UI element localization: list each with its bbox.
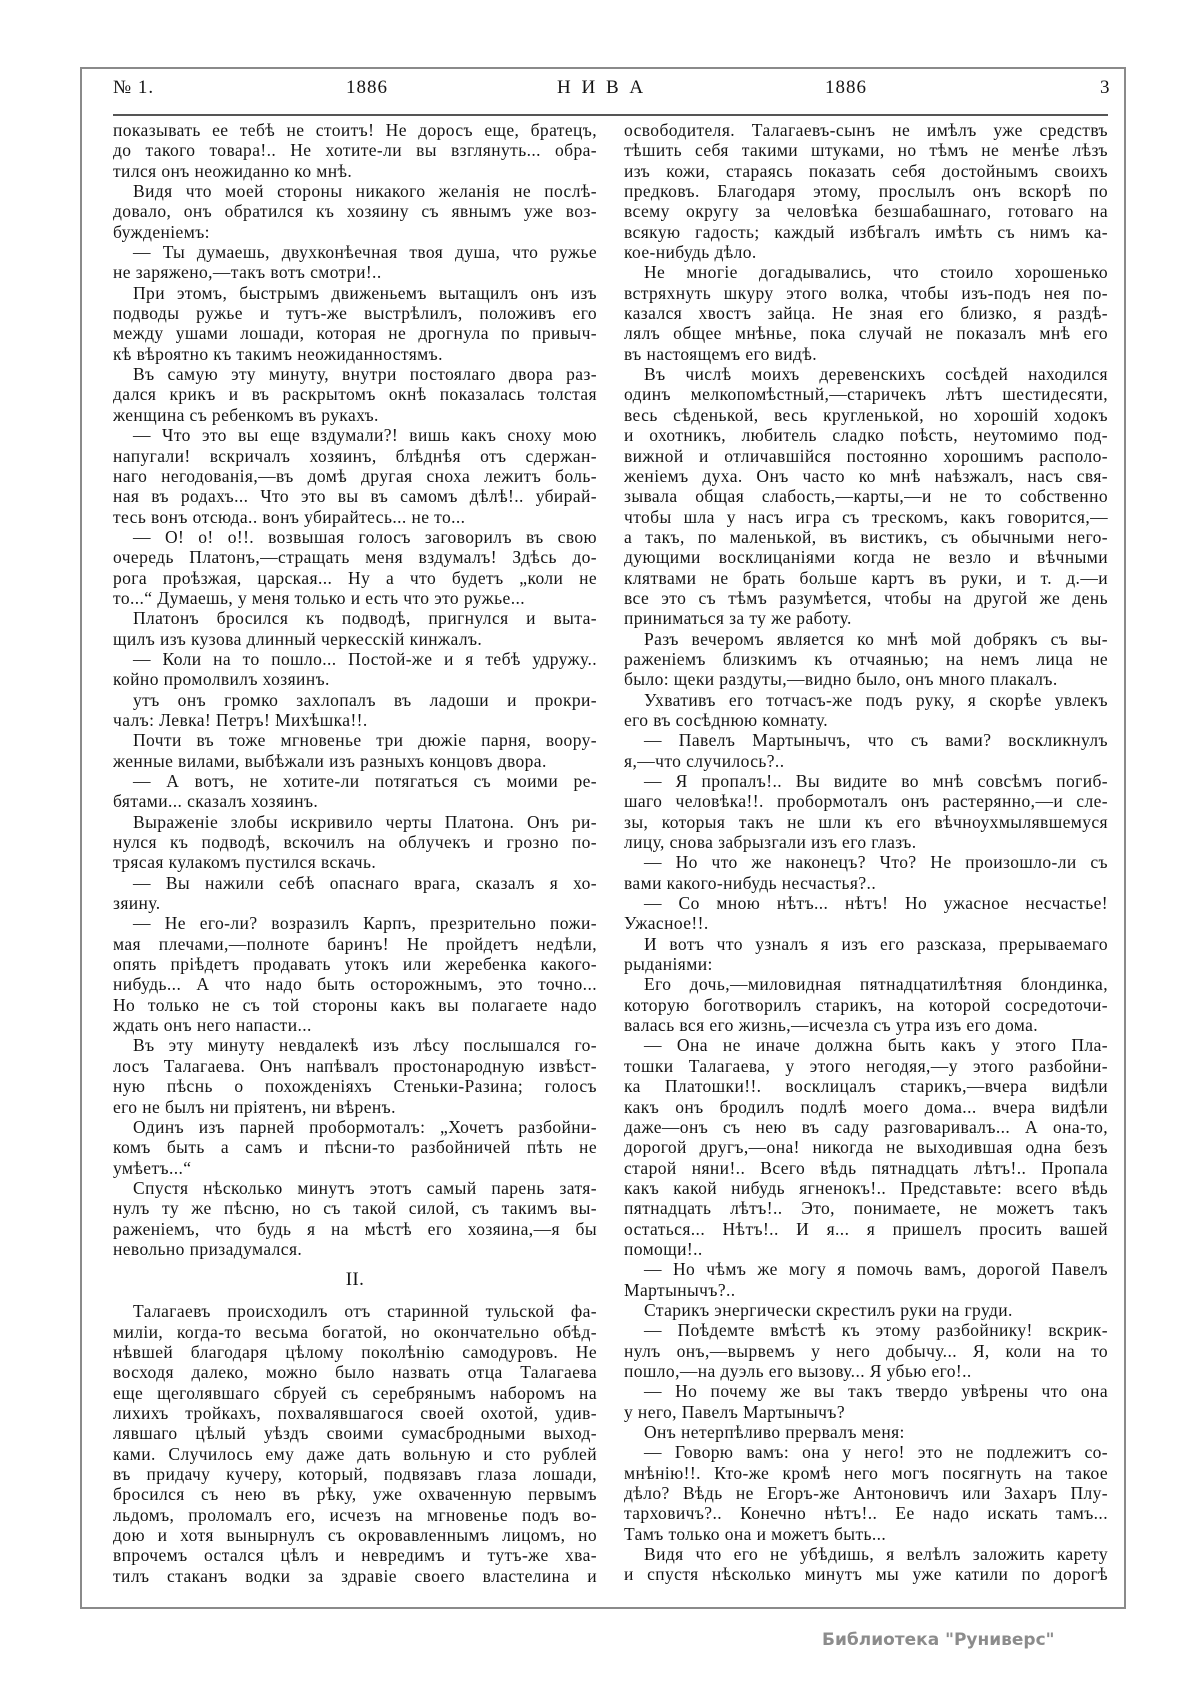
paragraph: [624, 852, 1108, 893]
paragraph: [624, 120, 1108, 262]
text-line: — Я пропалъ!.. Вы видите во мнѣ совсѣмъ погиб-: [644, 771, 1108, 791]
text-line: Въ самую эту минуту, внутри постоялаго двора раз-: [133, 364, 597, 385]
text-line: а такъ, по маленькой, въ вистикъ, съ обычными него-: [624, 526, 1108, 547]
text-line: вами какого-нибудь несчастья?..: [624, 872, 877, 893]
text-line: ка Платошки!!. восклицалъ старикъ,—вчера видѣли: [624, 1076, 1108, 1097]
text-line: комъ быть а самъ и пѣсни-то разбойничей пѣть не: [113, 1137, 597, 1158]
text-line: лявшаго цѣлый уѣздъ своими сумасбродными выход-: [113, 1423, 597, 1444]
text-line: лосъ Талагаева. Онъ напѣвалъ простонародную извѣст-: [113, 1055, 597, 1076]
year-left: 1886: [346, 77, 388, 98]
paragraph: [113, 181, 597, 242]
paragraph: [113, 730, 597, 771]
text-line: предковъ. Благодаря этому, прослылъ онъ вскорѣ по: [624, 181, 1108, 202]
text-line: все это съ тѣмъ разумѣется, чтобы на другой же день: [624, 587, 1108, 608]
paragraph: [113, 283, 597, 364]
text-line: его въ сосѣднюю комнату.: [624, 709, 829, 730]
text-line: Разъ вечеромъ является ко мнѣ мой добрякъ съ вы-: [644, 628, 1108, 649]
text-line: дою и хотя вынырнулъ съ окровавленнымъ лицомъ, но: [113, 1525, 597, 1546]
text-line: приниматься за ту же работу.: [624, 608, 852, 629]
text-line: тарховичъ?.. Конечно нѣтъ!.. Ее надо искать тамъ...: [624, 1503, 1108, 1524]
text-line: не заряжено,—такъ вотъ смотри!..: [113, 262, 382, 283]
paragraph: [113, 1178, 597, 1259]
text-line: кѣ вѣроятно къ такимъ неожиданностямъ.: [113, 343, 443, 364]
text-line: его не былъ ни пріятенъ, ни вѣренъ.: [113, 1096, 396, 1117]
text-line: тѣшить себя такими штуками, но тѣмъ не менѣе лѣзъ: [624, 140, 1108, 161]
text-line: казался хвостъ зайца. Не зная его близко, я раздѣ-: [624, 303, 1108, 324]
text-line: — Вы нажили себѣ опаснаго врага, сказалъ я хо-: [133, 872, 597, 893]
text-line: зяину.: [113, 893, 161, 914]
text-line: нибудь... А что надо быть осторожнымъ, это точно...: [113, 974, 597, 995]
text-line: — Поѣдемте вмѣстѣ къ этому разбойнику! вскрик-: [644, 1320, 1108, 1341]
text-line: пошло,—на дуэль его вызову... Я убью его!..: [624, 1360, 972, 1381]
section-heading: II.: [345, 1269, 365, 1291]
paragraph: [113, 1035, 597, 1116]
text-line: раженіемъ, что будь я на мѣстѣ его хозяина,—я бы: [113, 1218, 597, 1239]
text-line: наго негодованія,—въ домѣ другая сноха лежитъ боль-: [113, 465, 597, 486]
paragraph: [624, 364, 1108, 628]
text-line: Талагаевъ происходилъ отъ старинной тульской фа-: [133, 1301, 597, 1322]
text-line: — Она не иначе должна быть какъ у этого Пла-: [644, 1035, 1108, 1056]
text-line: щилъ изъ кузова длинный черкесскій кинжалъ.: [113, 628, 483, 649]
text-line: И вотъ что узналъ я изъ его разсказа, прерываемаго: [644, 933, 1108, 954]
text-line: остаться... Нѣтъ!.. И я... я пришелъ просить вашей: [624, 1218, 1108, 1239]
text-line: Почти въ тоже мгновенье три дюжіе парня, воору-: [133, 730, 597, 751]
text-line: напугали! вскричалъ хозяинъ, блѣднѣя отъ сдержан-: [113, 445, 597, 466]
text-line: до такого товара!.. Не хотите-ли вы взглянуть... обра-: [113, 140, 597, 161]
text-line: — Не его-ли? возразилъ Карпъ, презрительно пожи-: [133, 913, 597, 934]
text-line: чтобы шла у насъ игра съ трескомъ, какъ говорится,—: [624, 506, 1108, 527]
text-line: рога проѣзжая, царская... Ну а что будетъ „коли не: [113, 567, 597, 588]
text-line: всякую гадость; каждый избѣгалъ имѣть съ нимъ ка-: [624, 221, 1108, 242]
text-line: валась вся его жизнь,—исчезла съ утра изъ его дома.: [624, 1015, 1039, 1036]
text-line: Его дочь,—миловидная пятнадцатилѣтняя блондинка,: [644, 974, 1108, 995]
paragraph: [624, 1320, 1108, 1381]
text-line: льдомъ, проломалъ его, исчезъ на мгновенье подъ во-: [113, 1504, 597, 1525]
text-line: чалъ: Левка! Петръ! Михѣшка!!.: [113, 709, 368, 730]
text-line: встряхнуть шкуру этого волка, чтобы изъ-подъ нея по-: [624, 282, 1108, 303]
text-line: ную пѣснь о похожденіяхъ Стеньки-Разина; голосъ: [113, 1076, 597, 1097]
text-line: и охотникъ, любитель сладко поѣсть, неутомимо под-: [624, 425, 1108, 446]
text-line: тилъ стаканъ водки за здравіе своего властелина и: [113, 1565, 597, 1586]
text-line: какъ онъ бродилъ подлѣ моего дома... вчера видѣли: [624, 1096, 1108, 1117]
text-line: миліи, когда-то весьма богатой, но окончательно обѣд-: [113, 1321, 597, 1342]
text-line: старой няни!.. Всего вѣдь пятнадцать лѣтъ!.. Пропала: [624, 1157, 1108, 1178]
text-line: между ушами лошади, которая не дрогнула по привыч-: [113, 323, 597, 344]
library-watermark: Библиотека "Руниверс": [822, 1630, 1055, 1650]
text-line: нѣвшей благодаря цѣлому поколѣнію самодуровъ. Не: [113, 1341, 597, 1362]
text-line: тесь вонъ отсюда.. вонъ убирайтесь... не то...: [113, 506, 466, 527]
text-line: дѣло? Вѣдь не Егоръ-же Антоновичъ или Захаръ Плу-: [624, 1483, 1108, 1504]
paragraph: [113, 771, 597, 812]
text-line: Видя что его не убѣдишь, я велѣлъ заложить карету: [644, 1544, 1108, 1565]
paragraph: [113, 425, 597, 527]
text-line: тошки Талагаева, у этого негодяя,—у этого разбойни-: [624, 1055, 1108, 1076]
text-line: впрочемъ остался цѣлъ и невредимъ и тутъ-же хва-: [113, 1545, 597, 1566]
text-line: подводы ружье и тутъ-же выстрѣлилъ, положивъ его: [113, 303, 597, 324]
paragraph: [624, 934, 1108, 975]
text-line: — Со мною нѣтъ... нѣтъ! Но ужасное несчастье!: [644, 893, 1108, 914]
text-line: которую боготворилъ старикъ, на которой сосредоточи-: [624, 994, 1108, 1015]
text-line: — Но что же наконецъ? Что? Не произошло-ли съ: [644, 852, 1108, 873]
text-line: Не многіе догадывались, что стоило хорошенько: [644, 262, 1108, 283]
text-line: весь сѣденькой, весь кругленькой, но хорошій ходокъ: [624, 404, 1108, 425]
text-column-left: [113, 120, 597, 1586]
text-line: койно промолвилъ хозяинъ.: [113, 669, 330, 690]
text-line: — Но почему же вы такъ твердо увѣрены что она: [644, 1381, 1108, 1402]
text-line: нулъ онъ,—вырвемъ у него добычу... Я, коли на то: [624, 1340, 1108, 1361]
text-line: — О! о! о!!. возвышая голосъ заговорилъ въ свою: [133, 526, 597, 547]
text-line: въ придачу кучеру, который, подвязавъ глаза лошади,: [113, 1464, 597, 1484]
text-line: ждать онъ него напасти...: [113, 1015, 312, 1036]
issue-number: № 1.: [113, 77, 155, 98]
paragraph: [624, 771, 1108, 852]
paragraph: [624, 1381, 1108, 1422]
text-line: я,—что случилось?..: [624, 750, 785, 771]
paragraph: [624, 1035, 1108, 1259]
text-line: Ужасное!!.: [624, 913, 709, 934]
paragraph: [113, 364, 597, 425]
text-line: дорогой другъ,—она! никогда не выходившая одна безъ: [624, 1137, 1108, 1158]
year-right: 1886: [825, 77, 867, 98]
paragraph: [113, 527, 597, 608]
text-line: очередь Платонъ,—стращать меня вздумалъ! Здѣсь до-: [113, 547, 597, 568]
text-line: — Ты думаешь, двухконѣечная твоя душа, что ружье: [133, 242, 597, 263]
text-line: пятнадцать лѣтъ!.. Это, понимаете, не можетъ такъ: [624, 1198, 1108, 1219]
text-line: клятвами не брать больше картъ въ руки, и т. д.—и: [624, 567, 1108, 588]
text-line: Видя что моей стороны никакого желанія не послѣ-: [133, 181, 597, 202]
text-line: Онъ нетерпѣливо прервалъ меня:: [644, 1422, 905, 1442]
text-line: и спустя нѣсколько минутъ мы уже катили по дорогѣ: [624, 1564, 1108, 1585]
text-line: всему округу за человѣка безшабашнаго, готоваго на: [624, 201, 1108, 222]
text-line: Мартынычъ?..: [624, 1279, 736, 1300]
paragraph: [624, 1442, 1108, 1544]
text-line: Въ эту минуту невдалекѣ изъ лѣсу послышался го-: [133, 1035, 597, 1056]
text-line: — Что это вы еще вздумали?! вишь какъ сноху мою: [133, 425, 597, 446]
paragraph: [624, 893, 1108, 934]
text-line: умѣетъ...“: [113, 1157, 192, 1178]
header-rule: [113, 114, 1108, 116]
paragraph: [624, 974, 1108, 1035]
text-line: — Коли на то пошло... Постой-же и я тебѣ удружу..: [133, 648, 597, 669]
page-number: 3: [1100, 77, 1111, 98]
journal-title: Н И В А: [557, 77, 647, 98]
text-line: женные вилами, выбѣжали изъ разныхъ концовъ двора.: [113, 750, 547, 771]
text-line: одинъ мелкопомѣстный,—старичекъ лѣтъ шестидесяти,: [624, 384, 1108, 405]
text-line: невольно призадумался.: [113, 1238, 303, 1259]
text-line: изъ кожи, стараясь показать себя достойнымъ своихъ: [624, 160, 1108, 181]
text-line: нулся къ подводѣ, вскочилъ на облучекъ и грозно по-: [113, 832, 597, 853]
text-line: ная въ родахъ... Что это вы въ самомъ дѣлѣ!.. убирай-: [113, 486, 597, 507]
text-line: дующими восклицаніями когда не везло и вѣчными: [624, 547, 1108, 568]
text-line: ками. Случилось ему даже дать вольную и сто рублей: [113, 1443, 597, 1464]
text-line: раженіемъ близкимъ къ отчаянью; на немъ лица не: [624, 648, 1108, 669]
text-line: утъ онъ громко захлопалъ въ ладоши и прокри-: [133, 689, 597, 710]
text-line: Въ числѣ моихъ деревенскихъ сосѣдей находился: [644, 364, 1108, 385]
text-line: нулъ ту же пѣсню, но съ такой силой, съ такимъ вы-: [113, 1198, 597, 1219]
text-line: восходя далеко, можно было назвать отца Талагаева: [113, 1362, 597, 1383]
text-line: опять пріѣдетъ продавать утокъ или жеребенка какого-: [113, 954, 597, 975]
text-line: Ухвативъ его тотчасъ-же подъ руку, я скорѣе увлекъ: [644, 689, 1108, 710]
text-line: мая плечами,—полноте баринъ! Не пройдетъ недѣли,: [113, 933, 597, 954]
paragraph: [113, 812, 597, 873]
text-line: Старикъ энергически скрестилъ руки на груди.: [644, 1299, 1013, 1320]
text-line: Платонъ бросился къ подводѣ, пригнулся и выта-: [133, 608, 597, 629]
paragraph: [624, 730, 1108, 771]
text-line: Спустя нѣсколько минутъ этотъ самый парень затя-: [133, 1177, 597, 1198]
text-line: бросился съ нею въ рѣку, уже охваченную первымъ: [113, 1484, 597, 1505]
text-line: бятами... сказалъ хозяинъ.: [113, 791, 319, 812]
paragraph: [624, 1259, 1108, 1300]
text-line: рыданіями:: [624, 954, 713, 975]
text-line: При этомъ, быстрымъ движеньемъ вытащилъ онъ изъ: [133, 282, 597, 303]
paragraph: [113, 873, 597, 914]
paragraph: [113, 1301, 597, 1586]
text-line: въ настоящемъ его видѣ.: [624, 343, 818, 364]
text-line: зы, которыя такъ не шли къ его вѣчноухмылявшемуся: [624, 811, 1108, 832]
text-line: лихихъ тройкахъ, похвалявшагося своей охотой, удив-: [113, 1402, 597, 1423]
text-line: Тамъ только она и можетъ быть...: [624, 1523, 887, 1544]
text-line: — Павелъ Мартынычъ, что съ вами? воскликнулъ: [644, 730, 1108, 751]
text-line: Выраженіе злобы искривило черты Платона. Онъ ри-: [133, 811, 597, 832]
text-line: бужденіемъ:: [113, 221, 210, 242]
paragraph: [624, 629, 1108, 690]
text-line: какъ какой нибудь ягненокъ!.. Представьте: всего вѣдь: [624, 1177, 1108, 1198]
text-line: тился онъ неожиданно ко мнѣ.: [113, 160, 353, 181]
text-line: женщина съ ребенкомъ въ рукахъ.: [113, 404, 379, 425]
text-line: Но только не съ той стороны какъ вы полагаете надо: [113, 994, 597, 1015]
text-line: освободителя. Талагаевъ-сынъ не имѣлъ уже средствъ: [624, 120, 1108, 140]
paragraph: [113, 608, 597, 649]
text-line: мнѣнію!!. Кто-же кромѣ него могъ посягнуть на такое: [624, 1462, 1108, 1483]
text-line: — Но чѣмъ же могу я помочь вамъ, дорогой Павелъ: [644, 1259, 1108, 1280]
paragraph: [624, 1300, 1108, 1320]
text-line: лицу, снова забрызгали изъ его глазъ.: [624, 832, 917, 853]
text-line: вижной и отличавшійся постоянно хорошимъ располо-: [624, 445, 1108, 466]
text-line: показывать ее тебѣ не стоитъ! Не доросъ еще, братецъ,: [113, 120, 597, 140]
paragraph: [113, 649, 597, 690]
text-line: у него, Павелъ Мартынычъ?: [624, 1401, 845, 1422]
text-line: лялъ общее мнѣнье, пока случай не показалъ мнѣ его: [624, 323, 1108, 344]
text-line: дался крикъ и въ раскрытомъ окнѣ показалась толстая: [113, 384, 597, 405]
text-column-right: [624, 120, 1108, 1585]
text-line: даже—онъ съ нею въ саду разговаривалъ... А она-то,: [624, 1116, 1108, 1137]
text-line: — Говорю вамъ: она у него! это не подлежитъ со-: [644, 1442, 1108, 1463]
text-line: помощи!..: [624, 1238, 703, 1259]
paragraph: [624, 1422, 1108, 1442]
text-line: то...“ Думаешь, у меня только и есть что это ружье...: [113, 587, 526, 608]
paragraph: [624, 262, 1108, 364]
text-line: — А вотъ, не хотите-ли потягаться съ моими ре-: [133, 771, 597, 791]
paragraph: [624, 690, 1108, 731]
text-line: трясая кулакомъ пустился вскачь.: [113, 852, 377, 873]
text-line: было: щеки раздуты,—видно было, онъ много плакалъ.: [624, 669, 1058, 690]
text-line: Одинъ изъ парней пробормоталъ: „Хочетъ разбойни-: [133, 1116, 597, 1137]
paragraph: [113, 913, 597, 1035]
paragraph: [113, 120, 597, 181]
paragraph: [624, 1544, 1108, 1585]
text-line: шаго человѣка!!. пробормоталъ онъ растерянно,—и сле-: [624, 791, 1108, 812]
paragraph: [113, 242, 597, 283]
text-line: довало, онъ обратился къ хозяину съ явнымъ уже воз-: [113, 201, 597, 222]
paragraph: [113, 690, 597, 731]
text-line: зывала общая слабость,—карты,—и не то собственно: [624, 486, 1108, 507]
text-line: кое-нибудь дѣло.: [624, 242, 757, 263]
text-line: еще щеголявшаго сбруей съ серебрянымъ наборомъ на: [113, 1382, 597, 1403]
text-line: женіемъ духа. Онъ часто ко мнѣ наѣзжалъ, насъ свя-: [624, 465, 1108, 486]
paragraph: [113, 1117, 597, 1178]
